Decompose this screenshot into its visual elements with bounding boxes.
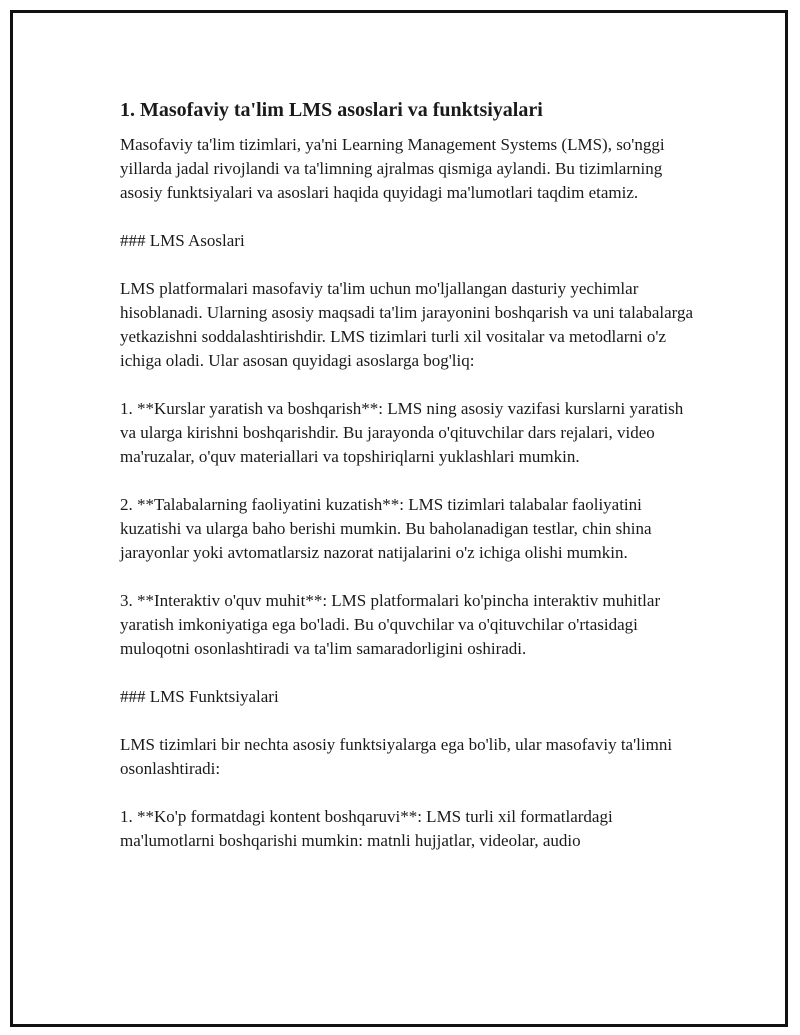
page-frame [10,10,788,1027]
document-body [120,97,700,853]
funktsiyalari-paragraph: LMS tizimlari bir nechta asosiy funktsiyalarga ega bo'lib, ular masofaviy ta'limni osonlashtiradi: [120,735,677,778]
list-item-kurslar: 1. **Kurslar yaratish va boshqarish**: LMS ning asosiy vazifasi kurslarni yaratish va ularga kirishni boshqarishdir. Bu jarayonda o'qituvchilar dars rejalari, video ma'ruzalar, o'quv materiallari va topshiriqlarni yuklashlari mumkin. [120,399,688,466]
document-title: 1. Masofaviy ta'lim LMS asoslari va funktsiyalari [120,99,543,121]
list-item-interaktiv: 3. **Interaktiv o'quv muhit**: LMS platformalari ko'pincha interaktiv muhitlar yaratish imkoniyatiga ega bo'ladi. Bu o'quvchilar va o'qituvchilar o'rtasidagi muloqotni osonlashtiradi va ta'lim samaradorligini oshiradi. [120,591,665,658]
section-heading-funktsiyalari: ### LMS Funktsiyalari [120,687,279,706]
intro-paragraph: Masofaviy ta'lim tizimlari, ya'ni Learning Management Systems (LMS), so'nggi yillarda jadal rivojlandi va ta'limning ajralmas qismiga aylandi. Bu tizimlarning asosiy funktsiyalari va asoslari haqida quyidagi ma'lumotlari taqdim etamiz. [120,135,669,202]
list-item-faoliyat: 2. **Talabalarning faoliyatini kuzatish**: LMS tizimlari talabalar faoliyatini kuzatishi va ularga baho berishi mumkin. Bu baholanadigan testlar, chin shina jarayonlar yoki avtomatlarsiz nazorat natijalarini o'z ichiga olishi mumkin. [120,495,656,562]
list-item-kontent: 1. **Ko'p formatdagi kontent boshqaruvi**: LMS turli xil formatlardagi ma'lumotlarni boshqarishi mumkin: matnli hujjatlar, videolar, audio [120,807,617,850]
asoslari-paragraph: LMS platformalari masofaviy ta'lim uchun mo'ljallangan dasturiy yechimlar hisoblanadi. Ularning asosiy maqsadi ta'lim jarayonini boshqarish va uni talabalarga yetkazishni soddalashtirishdir. LMS tizimlari turli xil vositalar va metodlarni o'z ichiga oladi. Ular asosan quyidagi asoslarga bog'liq: [120,279,698,370]
section-heading-asoslari: ### LMS Asoslari [120,231,245,250]
